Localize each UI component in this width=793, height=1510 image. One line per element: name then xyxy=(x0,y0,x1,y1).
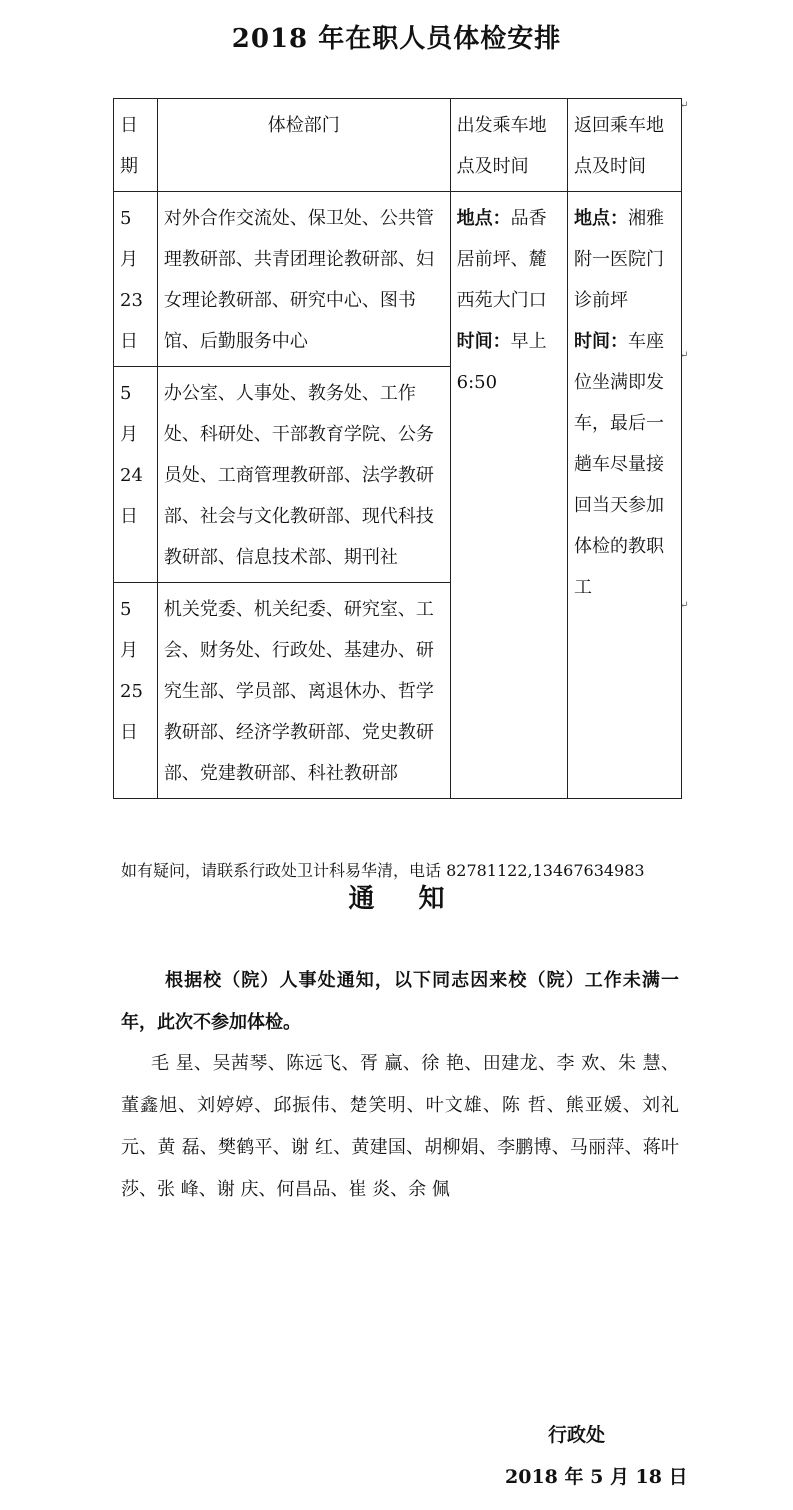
row-dept: 对外合作交流处、保卫处、公共管理教研部、共青团理论教研部、妇女理论教研部、研究中心、图书馆、后勤服务中心 xyxy=(157,192,450,367)
departure-time-label: 时间： xyxy=(456,331,511,352)
notice-title: 通知 xyxy=(348,884,489,914)
signature-date: 2018 年 5 月 18 日 xyxy=(505,1466,688,1488)
header-dept: 体检部门 xyxy=(157,99,450,192)
row-date: 5 月 25 日 xyxy=(114,583,158,799)
departure-time: 早上 6:50 xyxy=(456,331,547,393)
header-date: 日期 xyxy=(114,99,158,192)
paragraph-mark-icon: ↵ xyxy=(680,100,689,111)
return-time: 车座位坐满即发车，最后一趟车尽量接回当天参加体检的教职工 xyxy=(573,331,664,598)
departure-place: 品香居前坪、麓西苑大门口 xyxy=(456,208,547,311)
table-header-row xyxy=(114,99,682,192)
row-date: 5 月 23 日 xyxy=(114,192,158,367)
document-title: 2018 年在职人员体检安排 xyxy=(231,24,562,54)
paragraph-mark-icon: ↵ xyxy=(680,350,689,361)
paragraph-mark-icon: ↵ xyxy=(680,600,689,611)
notice-intro: 根据校（院）人事处通知，以下同志因来校（院）工作未满一年，此次不参加体检。 xyxy=(121,970,679,1033)
schedule-table xyxy=(113,98,682,799)
departure-place-label: 地点： xyxy=(456,208,511,229)
row-date: 5 月 24 日 xyxy=(114,367,158,583)
contact-note: 如有疑问，请联系行政处卫计科易华清，电话 82781122,13467634983 xyxy=(121,861,645,880)
excluded-names-list: 毛 星、吴茜琴、陈远飞、胥 赢、徐 艳、田建龙、李 欢、朱 慧、董鑫旭、刘婷婷、邱振伟、楚笑明、叶文雄、陈 哲、熊亚媛、刘礼元、黄 磊、樊鹤平、谢 红、黄建国、胡柳娟、李鹏博、马丽萍、蒋叶莎、张 峰、谢 庆、何昌品、崔 炎、余 佩 xyxy=(121,1053,679,1200)
header-departure: 出发乘车地点及时间 xyxy=(450,99,567,192)
return-place: 湘雅附一医院门诊前坪 xyxy=(573,208,664,311)
row-dept: 机关党委、机关纪委、研究室、工会、财务处、行政处、基建办、研究生部、学员部、离退休办、哲学教研部、经济学教研部、党史教研部、党建教研部、科社教研部 xyxy=(157,583,450,799)
return-time-label: 时间： xyxy=(573,331,628,352)
table-row xyxy=(114,192,682,367)
row-dept: 办公室、人事处、教务处、工作处、科研处、干部教育学院、公务员处、工商管理教研部、法学教研部、社会与文化教研部、现代科技教研部、信息技术部、期刊社 xyxy=(157,367,450,583)
departure-cell xyxy=(450,192,567,799)
header-return: 返回乘车地点及时间 xyxy=(567,99,681,192)
signature-org: 行政处 xyxy=(548,1424,606,1446)
return-place-label: 地点： xyxy=(573,208,628,229)
return-cell xyxy=(567,192,681,799)
